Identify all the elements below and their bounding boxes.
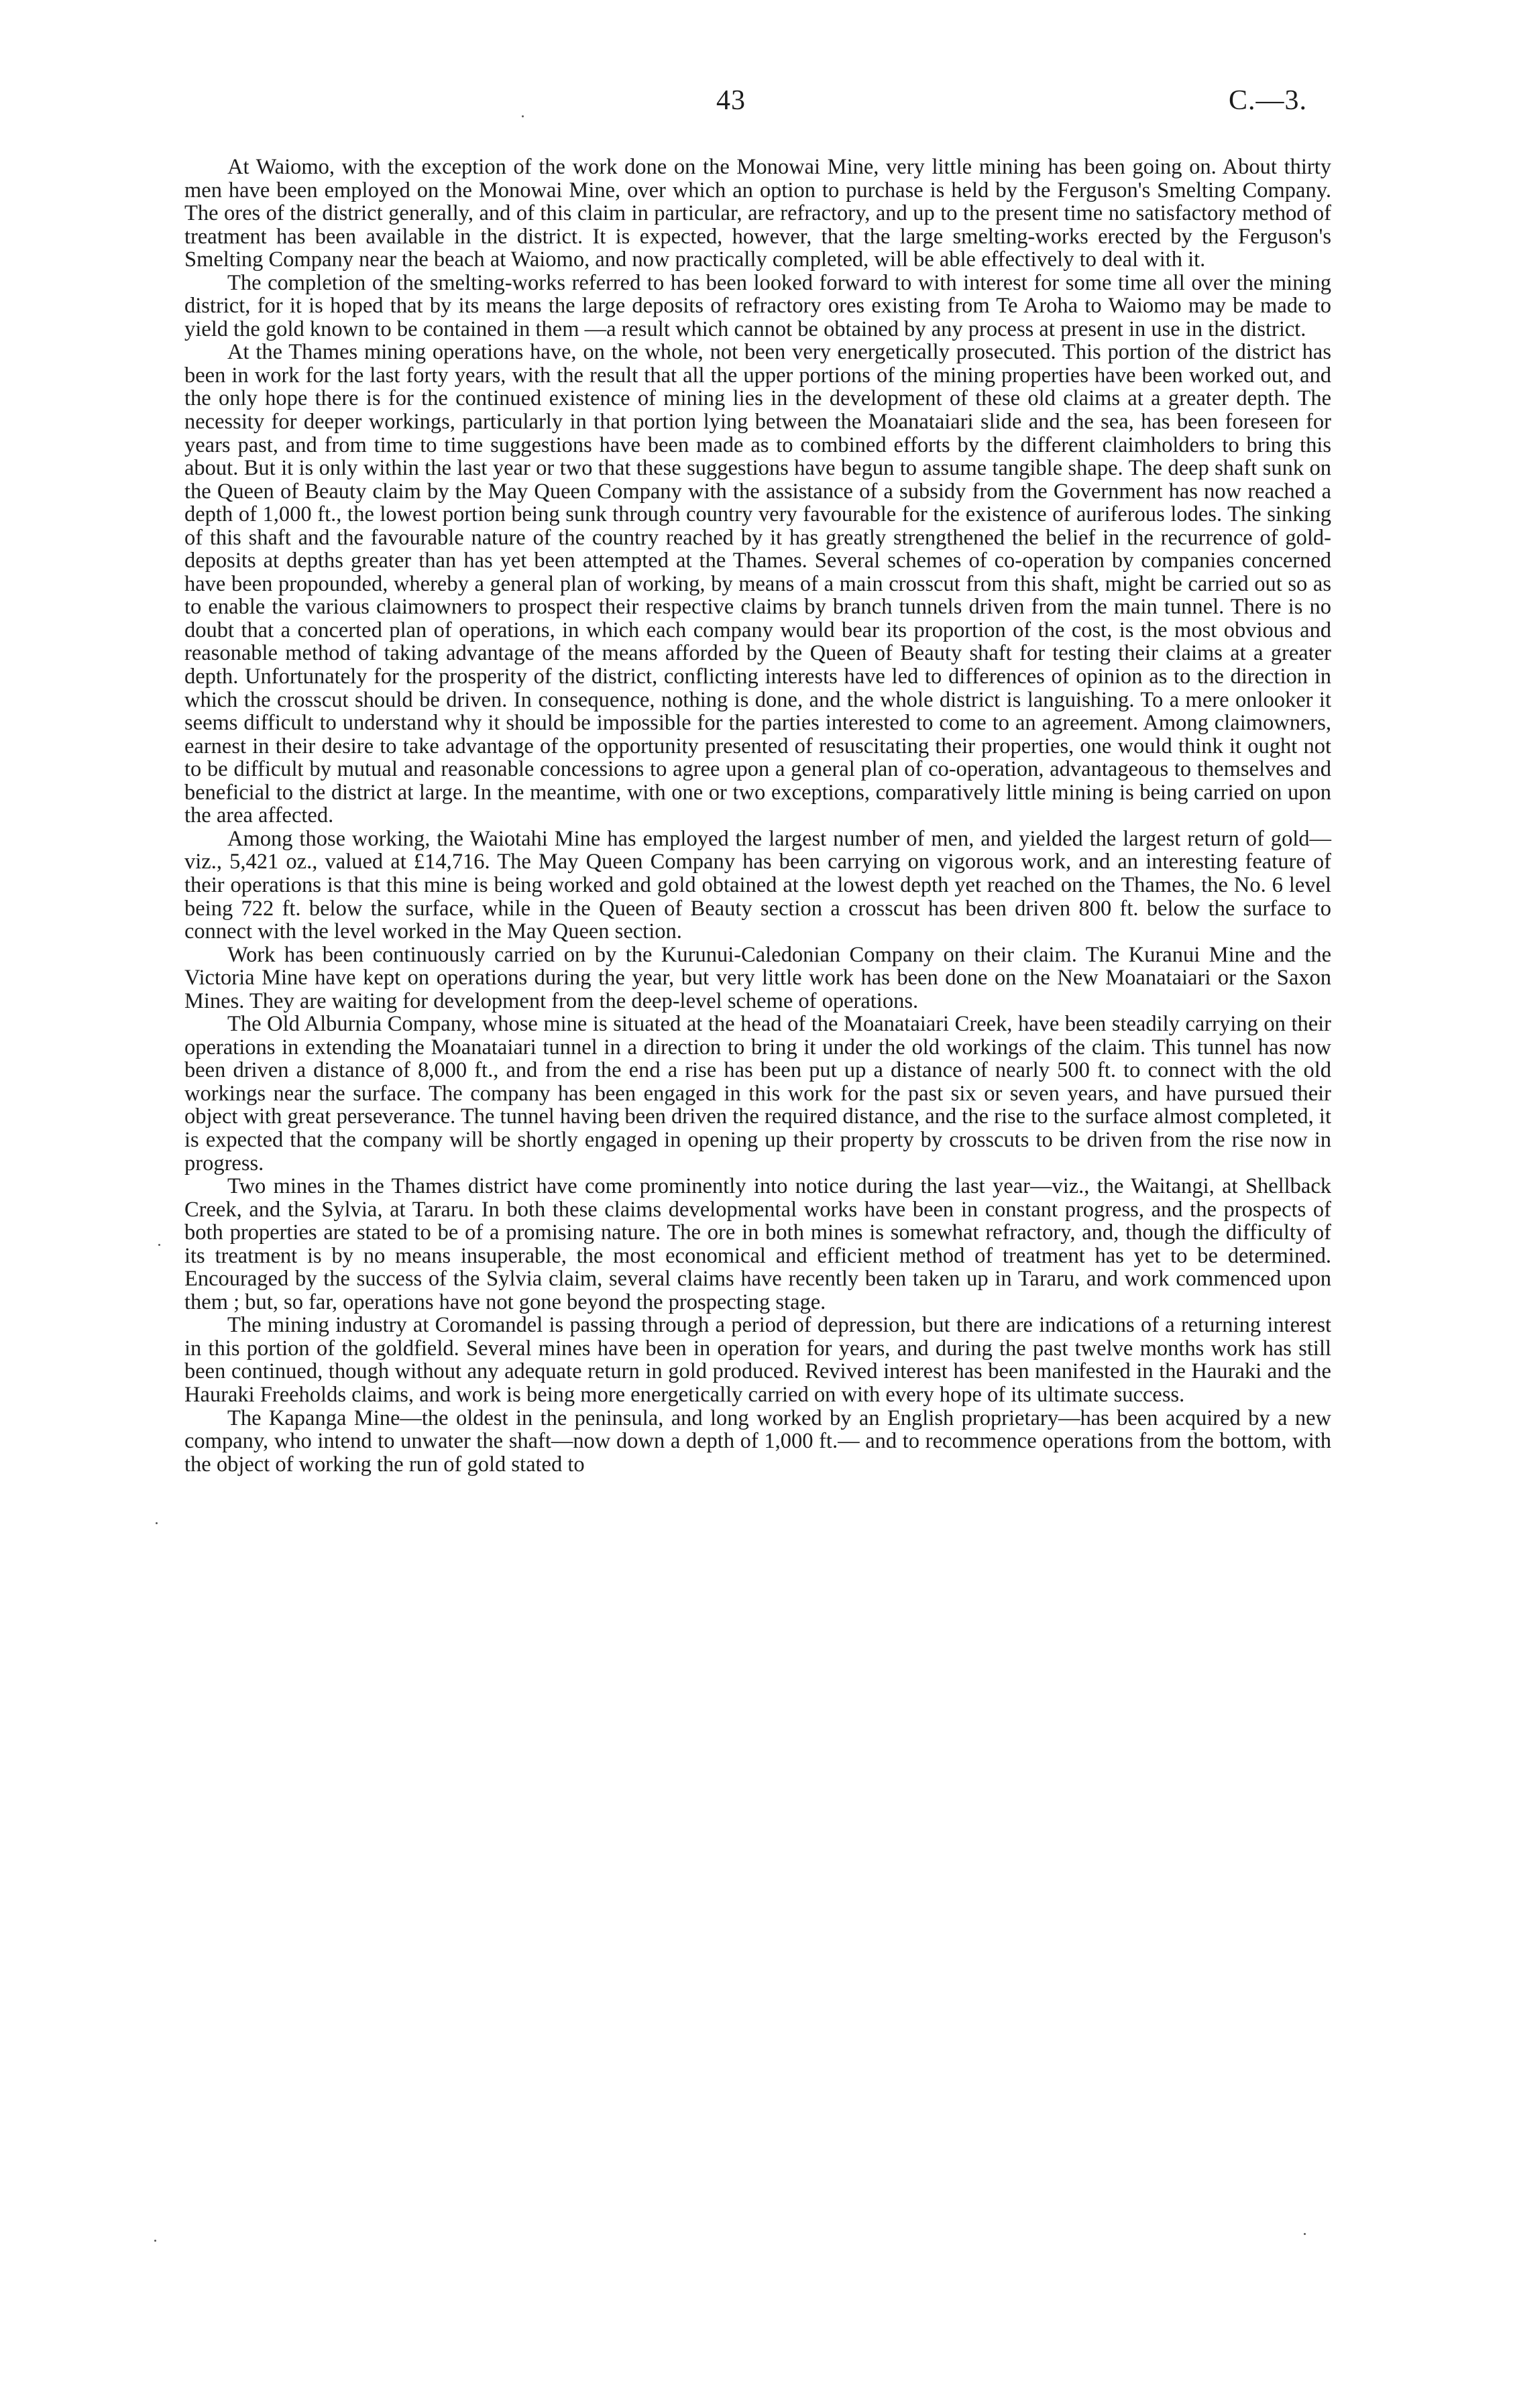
paragraph-waiotahi-may-queen: Among those working, the Waiotahi Mine has employed the largest number of men, and yielded the largest return of gold—viz., 5,421 oz., valued at £14,716. The May Queen Company has been carrying on vigorous work, and an interesting feature of their operations is that this mine is being worked and gold obtained at the lowest depth yet reached on the Thames, the No. 6 level being 722 ft. below the surface, while in the Queen of Beauty section a crosscut has been driven 800 ft. below the surface to connect with the level worked in the May Queen section.: [184, 826, 1331, 944]
scan-speck: [522, 115, 524, 117]
scan-speck: [158, 1244, 160, 1246]
paragraph-thames-operations: At the Thames mining operations have, on the whole, not been very energetically prosecuted. This portion of the district has been in work for the last forty years, with the result that all the upper portions of the mining properties have been worked out, and the only hope there is for the continued existence of mining lies in the development of these old claims at a greater depth. The necessity for deeper workings, particularly in that portion lying between the Moanataiari slide and the sea, has been foreseen for years past, and from time to time suggestions have been made as to combined efforts by the different claimholders to bring this about. But it is only within the last year or two that these suggestions have begun to assume tangible shape. The deep shaft sunk on the Queen of Beauty claim by the May Queen Company with the assistance of a subsidy from the Government has now reached a depth of 1,000 ft., the lowest portion being sunk through country very favourable for the existence of auriferous lodes. The sinking of this shaft and the favourable nature of the country reached by it has greatly strengthened the belief in the recurrence of gold-deposits at depths greater than has yet been attempted at the Thames. Several schemes of co-operation by companies concerned have been propounded, whereby a general plan of working, by means of a main crosscut from this shaft, might be carried out so as to enable the various claimowners to prospect their respective claims by branch tunnels driven from the main tunnel. There is no doubt that a concerted plan of operations, in which each company would bear its proportion of the cost, is the most obvious and reasonable method of taking advantage of the means afforded by the Queen of Beauty shaft for testing their claims at a greater depth. Unfortunately for the prosperity of the district, conflicting interests have led to differences of opinion as to the direction in which the crosscut should be driven. In consequence, nothing is done, and the whole district is languishing. To a mere onlooker it seems difficult to understand why it should be impossible for the parties interested to come to an agreement. Among claimowners, earnest in their desire to take advantage of the opportunity presented of resuscitating their properties, one would think it ought not to be difficult by mutual and reasonable concessions to agree upon a general plan of co-operation, advantageous to themselves and beneficial to the district at large. In the meantime, with one or two exceptions, comparatively little mining is being carried on upon the area affected.: [184, 340, 1331, 828]
page-header: [0, 79, 1513, 126]
paragraph-kurunui-caledonian: Work has been continuously carried on by the Kurunui-Caledonian Company on their claim. The Kuranui Mine and the Victoria Mine have kept on operations during the year, but very little work has been done on the New Moanataiari or the Saxon Mines. They are waiting for development from the deep-level scheme of operations.: [184, 942, 1331, 1013]
paragraph-old-alburnia: The Old Alburnia Company, whose mine is situated at the head of the Moanataiari Creek, have been steadily carrying on their operations in extending the Moanataiari tunnel in a direction to bring it under the old workings of the claim. This tunnel has now been driven a distance of 8,000 ft., and from the end a rise has been put up a distance of nearly 500 ft. to connect with the old workings near the surface. The company has been engaged in this work for the past six or seven years, and have pursued their object with great perseverance. The tunnel having been driven the required distance, and the rise to the surface almost completed, it is expected that the company will be shortly engaged in opening up their property by crosscuts to be driven from the rise now in progress.: [184, 1012, 1331, 1176]
paragraph-smelting-works: The completion of the smelting-works referred to has been looked forward to with interest for some time all over the mining district, for it is hoped that by its means the large deposits of refractory ores existing from Te Aroha to Waiomo may be made to yield the gold known to be contained in them —a result which cannot be obtained by any process at present in use in the district.: [184, 270, 1331, 341]
scan-speck: [1304, 2233, 1306, 2235]
paragraph-coromandel: The mining industry at Coromandel is passing through a period of depression, but there are indications of a returning interest in this portion of the goldfield. Several mines have been in operation for years, and during the past twelve months work has still been continued, though without any adequate return in gold produced. Revived interest has been manifested in the Hauraki and the Hauraki Freeholds claims, and work is being more energetically carried on with every hope of its ultimate success.: [184, 1313, 1331, 1407]
scan-speck: [154, 2240, 156, 2242]
paragraph-kapanga: The Kapanga Mine—the oldest in the peninsula, and long worked by an English proprietary—has been acquired by a new company, who intend to unwater the shaft—now down a depth of 1,000 ft.— and to recommence operations from the bottom, with the object of working the run of gold stated to: [184, 1406, 1331, 1477]
scan-speck: [156, 1522, 158, 1524]
paragraph-waitangi-sylvia: Two mines in the Thames district have come prominently into notice during the last year—viz., the Waitangi, at Shellback Creek, and the Sylvia, at Tararu. In both these claims developmental works have been in constant progress, and the prospects of both properties are stated to be of a promising nature. The ore in both mines is somewhat refractory, and, though the difficulty of its treatment is by no means insuperable, the most economical and efficient method of treatment has yet to be determined. Encouraged by the success of the Sylvia claim, several claims have recently been taken up in Tararu, and work commenced upon them ; but, so far, operations have not gone beyond the prospecting stage.: [184, 1174, 1331, 1314]
page-number: 43: [716, 85, 746, 116]
document-reference: C.—3.: [1229, 85, 1308, 116]
report-body: [184, 156, 1331, 1476]
paragraph-waiomo: At Waiomo, with the exception of the work done on the Monowai Mine, very little mining has been going on. About thirty men have been employed on the Monowai Mine, over which an option to purchase is held by the Ferguson's Smelting Company. The ores of the district generally, and of this claim in particular, are refractory, and up to the present time no satisfactory method of treatment has been available in the district. It is expected, however, that the large smelting-works erected by the Ferguson's Smelting Company near the beach at Waiomo, and now practically completed, will be able effectively to deal with it.: [184, 155, 1331, 272]
